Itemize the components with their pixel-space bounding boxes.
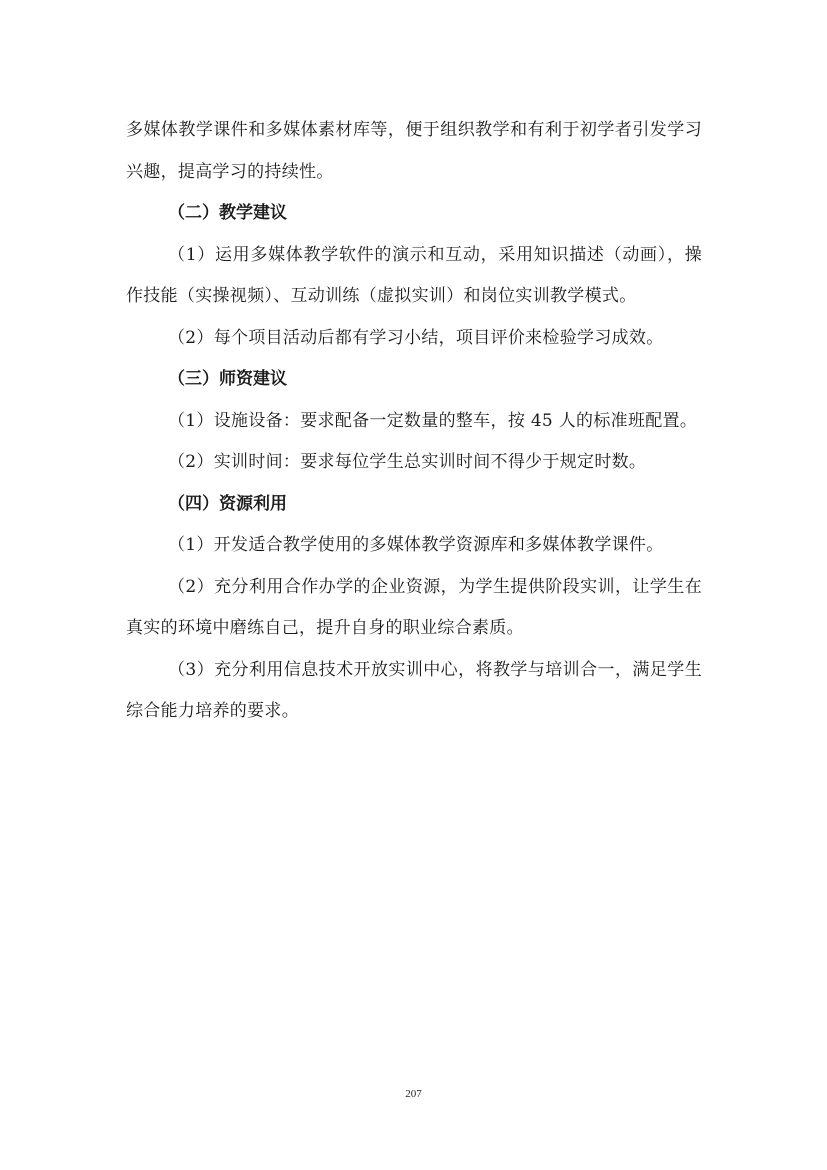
resource-use-3: （3）充分利用信息技术开放实训中心，将教学与培训合一，满足学生综合能力培养的要求。 — [126, 659, 702, 721]
teaching-suggestion-2: （2）每个项目活动后都有学习小结，项目评价来检验学习成效。 — [168, 327, 664, 348]
section-heading-faculty-suggestions: （三）师资建议 — [168, 369, 287, 389]
resource-use-1: （1）开发适合教学使用的多媒体教学资源库和多媒体教学课件。 — [168, 535, 664, 555]
section-heading-teaching-suggestions: （二）教学建议 — [168, 203, 287, 223]
intro-paragraph: 多媒体教学课件和多媒体素材库等，便于组织教学和有利于初学者引发学习兴趣，提高学习的持续性。 — [126, 120, 702, 182]
faculty-suggestion-2: （2）实训时间：要求每位学生总实训时间不得少于规定时数。 — [168, 452, 647, 472]
teaching-suggestion-1: （1）运用多媒体教学软件的演示和互动，采用知识描述（动画），操作技能（实操视频）、互动训练（虚拟实训）和岗位实训教学模式。 — [126, 244, 702, 306]
faculty-suggestion-1: （1）设施设备：要求配备一定数量的整车，按 45 人的标准班配置。 — [168, 410, 698, 431]
page-number: 207 — [405, 1088, 422, 1100]
section-heading-resource-use: （四）资源利用 — [168, 493, 287, 514]
document-body — [126, 110, 702, 733]
resource-use-2: （2）充分利用合作办学的企业资源，为学生提供阶段实训，让学生在真实的环境中磨练自己，提升自身的职业综合素质。 — [126, 576, 702, 638]
